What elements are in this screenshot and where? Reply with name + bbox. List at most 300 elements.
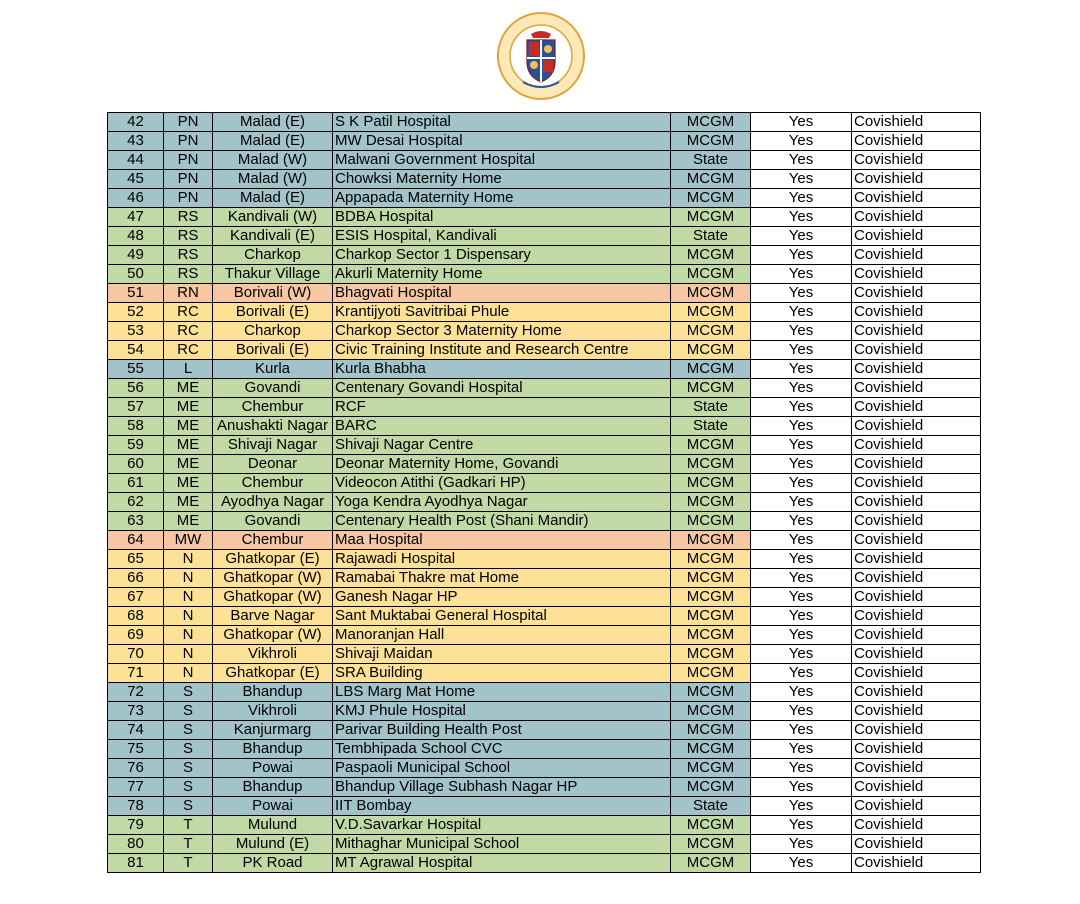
ward-cell: ME [164,474,213,493]
ownership-cell: MCGM [671,854,751,873]
centre-name-cell: Sant Muktabai General Hospital [333,607,671,626]
centre-name-cell: Parivar Building Health Post [333,721,671,740]
table-row [108,322,981,341]
table-row [108,265,981,284]
vaccine-cell: Covishield [852,854,981,873]
vaccine-cell: Covishield [852,740,981,759]
table-row [108,284,981,303]
availability-cell: Yes [751,512,852,531]
availability-cell: Yes [751,322,852,341]
area-cell: Ghatkopar (E) [213,664,333,683]
serial-number-cell: 62 [108,493,164,512]
area-cell: Deonar [213,455,333,474]
serial-number-cell: 49 [108,246,164,265]
ward-cell: S [164,702,213,721]
ownership-cell: MCGM [671,664,751,683]
serial-number-cell: 77 [108,778,164,797]
vaccine-cell: Covishield [852,360,981,379]
area-cell: Shivaji Nagar [213,436,333,455]
centre-name-cell: Charkop Sector 3 Maternity Home [333,322,671,341]
serial-number-cell: 67 [108,588,164,607]
table-row [108,132,981,151]
availability-cell: Yes [751,379,852,398]
ownership-cell: MCGM [671,721,751,740]
centre-name-cell: Videocon Atithi (Gadkari HP) [333,474,671,493]
ward-cell: S [164,797,213,816]
availability-cell: Yes [751,284,852,303]
area-cell: Malad (W) [213,170,333,189]
centre-name-cell: Appapada Maternity Home [333,189,671,208]
centre-name-cell: Shivaji Nagar Centre [333,436,671,455]
ownership-cell: MCGM [671,816,751,835]
ward-cell: ME [164,455,213,474]
ward-cell: S [164,778,213,797]
serial-number-cell: 81 [108,854,164,873]
area-cell: Kanjurmarg [213,721,333,740]
availability-cell: Yes [751,778,852,797]
ownership-cell: MCGM [671,132,751,151]
centre-name-cell: S K Patil Hospital [333,113,671,132]
ownership-cell: MCGM [671,360,751,379]
table-row [108,208,981,227]
vaccine-cell: Covishield [852,664,981,683]
availability-cell: Yes [751,170,852,189]
vaccine-cell: Covishield [852,569,981,588]
table-row [108,151,981,170]
ownership-cell: MCGM [671,170,751,189]
ownership-cell: MCGM [671,759,751,778]
ownership-cell: MCGM [671,550,751,569]
vaccine-cell: Covishield [852,721,981,740]
availability-cell: Yes [751,398,852,417]
centre-name-cell: Chowksi Maternity Home [333,170,671,189]
vaccine-cell: Covishield [852,132,981,151]
serial-number-cell: 69 [108,626,164,645]
table-row [108,246,981,265]
availability-cell: Yes [751,227,852,246]
vaccine-cell: Covishield [852,816,981,835]
serial-number-cell: 80 [108,835,164,854]
serial-number-cell: 47 [108,208,164,227]
serial-number-cell: 61 [108,474,164,493]
centre-name-cell: Deonar Maternity Home, Govandi [333,455,671,474]
serial-number-cell: 59 [108,436,164,455]
ownership-cell: MCGM [671,531,751,550]
table-row [108,740,981,759]
area-cell: Powai [213,759,333,778]
centre-name-cell: Shivaji Maidan [333,645,671,664]
vaccine-cell: Covishield [852,588,981,607]
table-row [108,474,981,493]
availability-cell: Yes [751,246,852,265]
availability-cell: Yes [751,417,852,436]
vaccine-cell: Covishield [852,265,981,284]
ownership-cell: MCGM [671,645,751,664]
table-row [108,664,981,683]
vaccine-cell: Covishield [852,379,981,398]
area-cell: Borivali (E) [213,303,333,322]
serial-number-cell: 58 [108,417,164,436]
centre-name-cell: Centenary Health Post (Shani Mandir) [333,512,671,531]
serial-number-cell: 57 [108,398,164,417]
ward-cell: N [164,664,213,683]
vaccine-cell: Covishield [852,341,981,360]
ward-cell: RN [164,284,213,303]
area-cell: Anushakti Nagar [213,417,333,436]
area-cell: Borivali (W) [213,284,333,303]
area-cell: Kandivali (E) [213,227,333,246]
centre-name-cell: Ramabai Thakre mat Home [333,569,671,588]
table-row [108,341,981,360]
ward-cell: ME [164,493,213,512]
availability-cell: Yes [751,854,852,873]
area-cell: Malad (E) [213,132,333,151]
centre-name-cell: Civic Training Institute and Research Centre [333,341,671,360]
ward-cell: S [164,721,213,740]
ward-cell: N [164,607,213,626]
area-cell: Barve Nagar [213,607,333,626]
table-body [108,113,981,873]
centre-name-cell: V.D.Savarkar Hospital [333,816,671,835]
table-row [108,170,981,189]
availability-cell: Yes [751,189,852,208]
centre-name-cell: Paspaoli Municipal School [333,759,671,778]
ownership-cell: MCGM [671,455,751,474]
table-row [108,113,981,132]
serial-number-cell: 64 [108,531,164,550]
area-cell: Chembur [213,531,333,550]
availability-cell: Yes [751,455,852,474]
table-row [108,835,981,854]
availability-cell: Yes [751,360,852,379]
vaccine-cell: Covishield [852,417,981,436]
vaccine-cell: Covishield [852,835,981,854]
availability-cell: Yes [751,341,852,360]
vaccine-cell: Covishield [852,246,981,265]
centre-name-cell: SRA Building [333,664,671,683]
table-row [108,227,981,246]
area-cell: Bhandup [213,778,333,797]
ward-cell: RS [164,227,213,246]
ownership-cell: MCGM [671,341,751,360]
availability-cell: Yes [751,740,852,759]
vaccine-cell: Covishield [852,151,981,170]
area-cell: Mulund [213,816,333,835]
table-row [108,398,981,417]
ownership-cell: MCGM [671,379,751,398]
centre-name-cell: Akurli Maternity Home [333,265,671,284]
vaccine-cell: Covishield [852,284,981,303]
ward-cell: PN [164,189,213,208]
area-cell: Chembur [213,398,333,417]
table-row [108,493,981,512]
availability-cell: Yes [751,835,852,854]
availability-cell: Yes [751,208,852,227]
availability-cell: Yes [751,797,852,816]
area-cell: PK Road [213,854,333,873]
table-row [108,417,981,436]
area-cell: Vikhroli [213,645,333,664]
vaccine-cell: Covishield [852,436,981,455]
centre-name-cell: Malwani Government Hospital [333,151,671,170]
ownership-cell: MCGM [671,588,751,607]
centre-name-cell: Yoga Kendra Ayodhya Nagar [333,493,671,512]
table-row [108,607,981,626]
centre-name-cell: Ganesh Nagar HP [333,588,671,607]
ownership-cell: MCGM [671,835,751,854]
ownership-cell: MCGM [671,607,751,626]
availability-cell: Yes [751,265,852,284]
area-cell: Malad (E) [213,113,333,132]
table-row [108,721,981,740]
ward-cell: N [164,588,213,607]
centre-name-cell: Maa Hospital [333,531,671,550]
ownership-cell: State [671,417,751,436]
centre-name-cell: Tembhipada School CVC [333,740,671,759]
serial-number-cell: 55 [108,360,164,379]
centre-name-cell: KMJ Phule Hospital [333,702,671,721]
ward-cell: PN [164,151,213,170]
table-row [108,379,981,398]
serial-number-cell: 48 [108,227,164,246]
centre-name-cell: Manoranjan Hall [333,626,671,645]
area-cell: Powai [213,797,333,816]
vaccine-cell: Covishield [852,493,981,512]
availability-cell: Yes [751,702,852,721]
centre-name-cell: Charkop Sector 1 Dispensary [333,246,671,265]
ward-cell: RC [164,341,213,360]
area-cell: Ghatkopar (W) [213,626,333,645]
centre-name-cell: IIT Bombay [333,797,671,816]
serial-number-cell: 43 [108,132,164,151]
vaccine-cell: Covishield [852,607,981,626]
vaccine-cell: Covishield [852,550,981,569]
ward-cell: PN [164,113,213,132]
serial-number-cell: 54 [108,341,164,360]
table-row [108,797,981,816]
serial-number-cell: 50 [108,265,164,284]
ward-cell: RS [164,246,213,265]
vaccine-cell: Covishield [852,322,981,341]
vaccine-cell: Covishield [852,797,981,816]
serial-number-cell: 51 [108,284,164,303]
availability-cell: Yes [751,626,852,645]
vaccination-centres-table [107,112,981,873]
ownership-cell: MCGM [671,512,751,531]
availability-cell: Yes [751,607,852,626]
serial-number-cell: 68 [108,607,164,626]
area-cell: Kandivali (W) [213,208,333,227]
serial-number-cell: 42 [108,113,164,132]
vaccine-cell: Covishield [852,227,981,246]
area-cell: Govandi [213,379,333,398]
availability-cell: Yes [751,531,852,550]
ward-cell: N [164,626,213,645]
ownership-cell: MCGM [671,702,751,721]
ownership-cell: State [671,398,751,417]
serial-number-cell: 45 [108,170,164,189]
vaccine-cell: Covishield [852,170,981,189]
availability-cell: Yes [751,474,852,493]
area-cell: Charkop [213,322,333,341]
centre-name-cell: Kurla Bhabha [333,360,671,379]
ward-cell: ME [164,436,213,455]
table-row [108,588,981,607]
area-cell: Mulund (E) [213,835,333,854]
centre-name-cell: BDBA Hospital [333,208,671,227]
centre-name-cell: Mithaghar Municipal School [333,835,671,854]
vaccine-cell: Covishield [852,645,981,664]
availability-cell: Yes [751,816,852,835]
table-row [108,759,981,778]
serial-number-cell: 70 [108,645,164,664]
centre-name-cell: Rajawadi Hospital [333,550,671,569]
table-row [108,626,981,645]
ownership-cell: MCGM [671,113,751,132]
centre-name-cell: MT Agrawal Hospital [333,854,671,873]
serial-number-cell: 46 [108,189,164,208]
table-row [108,645,981,664]
availability-cell: Yes [751,493,852,512]
serial-number-cell: 78 [108,797,164,816]
vaccine-cell: Covishield [852,474,981,493]
ward-cell: MW [164,531,213,550]
availability-cell: Yes [751,132,852,151]
area-cell: Ghatkopar (E) [213,550,333,569]
serial-number-cell: 75 [108,740,164,759]
vaccine-cell: Covishield [852,208,981,227]
serial-number-cell: 71 [108,664,164,683]
ward-cell: L [164,360,213,379]
serial-number-cell: 79 [108,816,164,835]
vaccine-cell: Covishield [852,702,981,721]
ownership-cell: MCGM [671,322,751,341]
centre-name-cell: Krantijyoti Savitribai Phule [333,303,671,322]
ward-cell: RS [164,208,213,227]
ownership-cell: MCGM [671,778,751,797]
area-cell: Vikhroli [213,702,333,721]
ownership-cell: MCGM [671,493,751,512]
centre-name-cell: RCF [333,398,671,417]
serial-number-cell: 66 [108,569,164,588]
availability-cell: Yes [751,151,852,170]
area-cell: Borivali (E) [213,341,333,360]
centre-name-cell: ESIS Hospital, Kandivali [333,227,671,246]
ownership-cell: MCGM [671,436,751,455]
centre-name-cell: LBS Marg Mat Home [333,683,671,702]
ownership-cell: MCGM [671,626,751,645]
area-cell: Govandi [213,512,333,531]
area-cell: Bhandup [213,740,333,759]
availability-cell: Yes [751,721,852,740]
serial-number-cell: 76 [108,759,164,778]
ownership-cell: MCGM [671,265,751,284]
serial-number-cell: 52 [108,303,164,322]
ownership-cell: State [671,797,751,816]
ward-cell: ME [164,398,213,417]
area-cell: Ghatkopar (W) [213,569,333,588]
ward-cell: RC [164,303,213,322]
ward-cell: PN [164,132,213,151]
serial-number-cell: 65 [108,550,164,569]
ownership-cell: MCGM [671,569,751,588]
bmc-seal-icon [497,12,585,100]
table-row [108,550,981,569]
ownership-cell: MCGM [671,246,751,265]
availability-cell: Yes [751,588,852,607]
serial-number-cell: 73 [108,702,164,721]
availability-cell: Yes [751,569,852,588]
ownership-cell: MCGM [671,740,751,759]
table-row [108,569,981,588]
vaccine-cell: Covishield [852,778,981,797]
ward-cell: N [164,550,213,569]
ward-cell: T [164,816,213,835]
ward-cell: S [164,740,213,759]
ownership-cell: MCGM [671,683,751,702]
centre-name-cell: Bhandup Village Subhash Nagar HP [333,778,671,797]
vaccine-cell: Covishield [852,683,981,702]
area-cell: Ayodhya Nagar [213,493,333,512]
serial-number-cell: 56 [108,379,164,398]
vaccine-cell: Covishield [852,398,981,417]
vaccine-cell: Covishield [852,113,981,132]
ward-cell: T [164,854,213,873]
ward-cell: N [164,569,213,588]
table-row [108,854,981,873]
serial-number-cell: 63 [108,512,164,531]
availability-cell: Yes [751,113,852,132]
ward-cell: ME [164,379,213,398]
ward-cell: PN [164,170,213,189]
table-row [108,360,981,379]
ward-cell: S [164,683,213,702]
table-row [108,531,981,550]
area-cell: Thakur Village [213,265,333,284]
availability-cell: Yes [751,683,852,702]
ward-cell: RS [164,265,213,284]
table-row [108,189,981,208]
ward-cell: ME [164,512,213,531]
ward-cell: ME [164,417,213,436]
ownership-cell: MCGM [671,284,751,303]
table-row [108,303,981,322]
serial-number-cell: 74 [108,721,164,740]
table-row [108,778,981,797]
serial-number-cell: 60 [108,455,164,474]
availability-cell: Yes [751,664,852,683]
ownership-cell: MCGM [671,303,751,322]
availability-cell: Yes [751,550,852,569]
area-cell: Ghatkopar (W) [213,588,333,607]
area-cell: Charkop [213,246,333,265]
table-row [108,702,981,721]
ownership-cell: MCGM [671,474,751,493]
vaccine-cell: Covishield [852,189,981,208]
vaccine-cell: Covishield [852,512,981,531]
centre-name-cell: Bhagvati Hospital [333,284,671,303]
table-row [108,512,981,531]
vaccine-cell: Covishield [852,626,981,645]
table-row [108,683,981,702]
area-cell: Kurla [213,360,333,379]
area-cell: Bhandup [213,683,333,702]
table-row [108,436,981,455]
centre-name-cell: MW Desai Hospital [333,132,671,151]
serial-number-cell: 53 [108,322,164,341]
ownership-cell: MCGM [671,208,751,227]
availability-cell: Yes [751,436,852,455]
